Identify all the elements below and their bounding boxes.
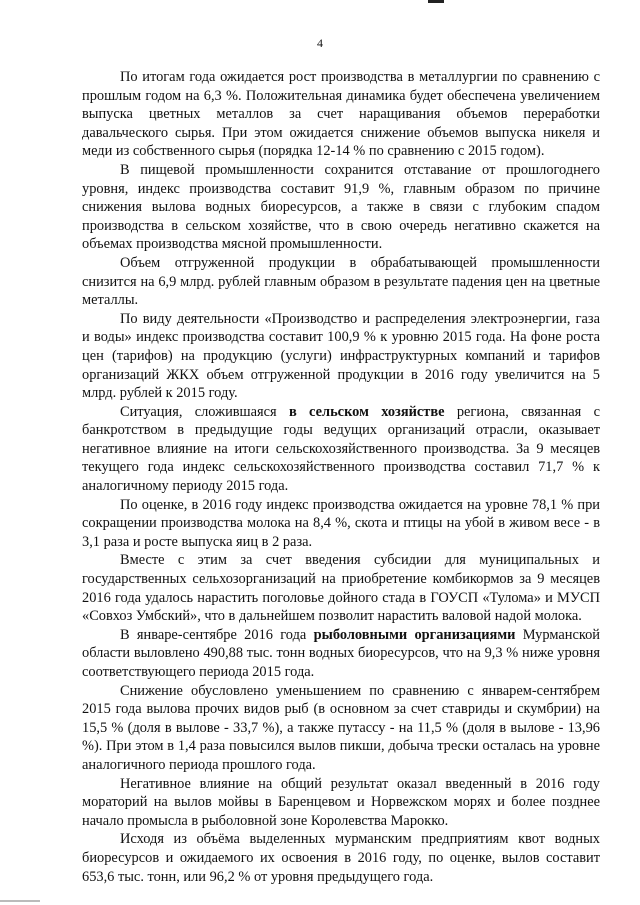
paragraph-manufacturing-volume: Объем отгруженной продукции в обрабатывающей промышленности снизится на 6,9 млрд. рублей главным образом в результате падения цен на цветные металлы. — [82, 254, 600, 309]
paragraph-subsidies: Вместе с этим за счет введения субсидии для муниципальных и государственных сельхозорганизаций на приобретение комбикормов за 9 месяцев 2016 года удалось нарастить поголовье дойного стада в ГОУСП «Тулома» и МУСП «Совхоз Умбский», что в дальнейшем позволит нарастить валовой надой молока. — [82, 552, 600, 625]
bold-fishing: рыболовными организациями — [313, 626, 516, 643]
bold-agriculture: в сельском хозяйстве — [288, 403, 445, 420]
scan-artifact — [428, 0, 444, 3]
paragraph-catch-forecast: Исходя из объёма выделенных мурманским предприятиям квот водных биоресурсов и ожидаемого их освоения в 2016 году, по оценке, вылов составит 653,6 тыс. тонн, или 96,2 % от уровня предыдущего года. — [82, 831, 600, 885]
paragraph-fishing: В январе-сентябре 2016 года рыболовными организациями Мурманской области выловлено 490,88 тыс. тонн водных биоресурсов, что на 9,3 % ниже уровня соответствующего периода 2015 года. — [82, 626, 600, 680]
paragraph-energy: По виду деятельности «Производство и распределения электроэнергии, газа и воды» индекс производства составит 100,9 % к уровню 2015 года. На фоне роста цен (тарифов) на продукцию (услуги) инфраструктурных компаний и тарифов организаций ЖКХ объем отгруженной продукции в 2016 году увеличится на 5 млрд. рублей к 2015 году. — [82, 310, 600, 402]
paragraph-metallurgy: По итогам года ожидается рост производства в металлургии по сравнению с прошлым годом на 6,3 %. Положительная динамика будет обеспечена увеличением выпуска цветных металлов за счет наращивания объемов переработки давальческого сырья. При этом ожидается снижение объемов выпуска никеля и меди из собственного сырья (порядка 12-14 % по сравнению с 2015 годом). — [82, 69, 600, 160]
scan-artifact-bottom — [0, 900, 40, 902]
paragraph-moratorium: Негативное влияние на общий результат оказал введенный в 2016 году мораторий на вылов мойвы в Баренцевом и Норвежском морях и более позднее начало промысла в рыболовной зоне Королевства Марокко. — [82, 775, 600, 829]
document-body — [82, 68, 600, 886]
paragraph-catch-decline: Снижение обусловлено уменьшением по сравнению с январем-сентябрем 2015 года вылова прочих видов рыб (в основном за счет ставриды и скумбрии) на 15,5 % (доля в вылове - 33,7 %), а также путассу - на 11,5 % (доля в вылове - 13,96 %). При этом в 1,4 раза повысился вылов пикши, добыча трески осталась на уровне аналогичного периода прошлого года. — [82, 682, 600, 773]
paragraph-agri-forecast: По оценке, в 2016 году индекс производства ожидается на уровне 78,1 % при сокращении производства молока на 8,4 %, скота и птицы на убой в живом весе - в 3,1 раза и росте выпуска яиц в 2 раза. — [82, 496, 600, 550]
paragraph-agriculture: Ситуация, сложившаяся в сельском хозяйстве региона, связанная с банкротством в предыдущие годы ведущих организаций отрасли, оказывает негативное влияние на итоги сельскохозяйственного производства. За 9 месяцев текущего года индекс сельскохозяйственного производства составил 71,7 % к аналогичному периоду 2015 года. — [82, 403, 601, 495]
paragraph-food-industry: В пищевой промышленности сохранится отставание от прошлогоднего уровня, индекс производства составит 91,9 %, главным образом по причине снижения вылова водных биоресурсов, а также в связи с глубоким спадом производства в сельском хозяйстве, что в свою очередь негативно скажется на объемах производства мясной промышленности. — [82, 161, 600, 253]
page-number: 4 — [317, 36, 323, 50]
